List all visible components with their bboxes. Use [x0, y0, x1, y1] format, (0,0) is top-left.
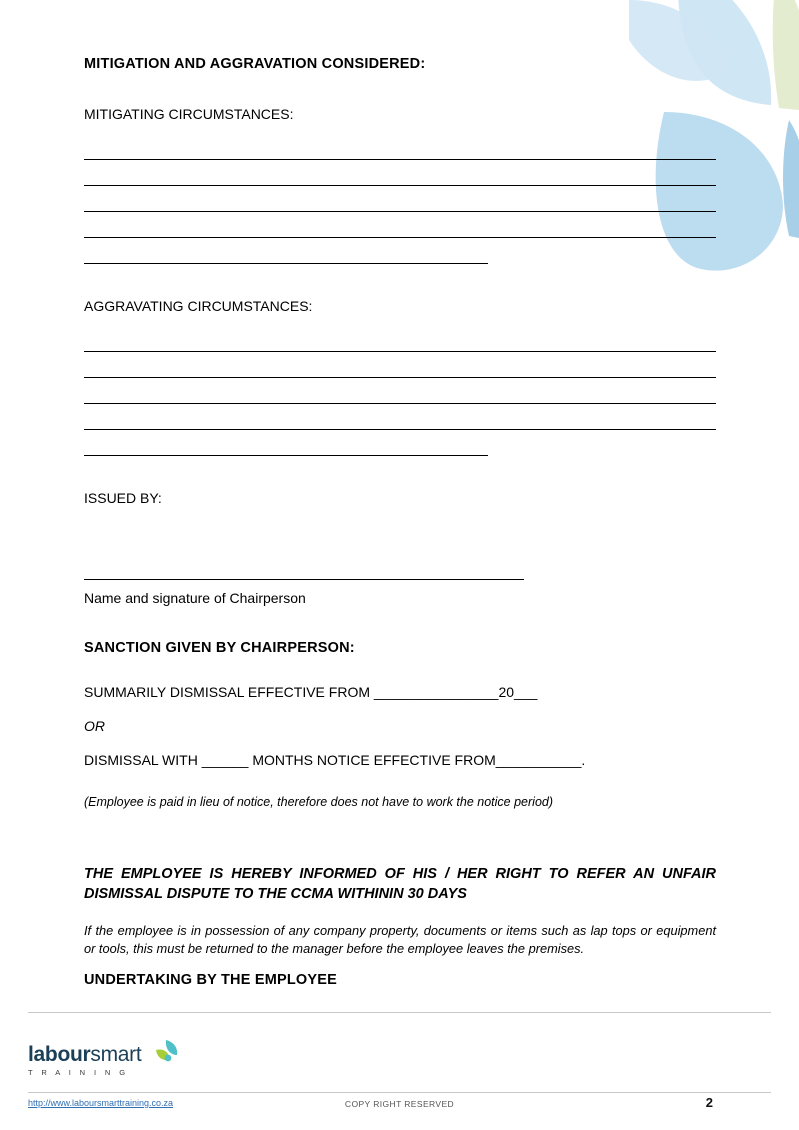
line-or: OR — [84, 718, 105, 734]
petal-green-icon — [773, 0, 799, 110]
notice-right-to-refer-ccma: THE EMPLOYEE IS HEREBY INFORMED OF HIS / HER RIGHT TO REFER AN UNFAIR DISMISSAL DISPUTE TO THE CCMA WITHININ 30 DAYS — [84, 866, 716, 902]
blank-line — [84, 160, 716, 186]
blank-line — [84, 212, 716, 238]
document-body — [84, 56, 716, 988]
blank-line — [84, 134, 716, 160]
logo-primary-text: labour — [28, 1043, 91, 1066]
logo — [28, 1036, 183, 1077]
blank-line — [84, 238, 488, 264]
footer-page-number: 2 — [705, 1095, 713, 1110]
note-company-property-return: If the employee is in possession of any company property, documents or items such as lap tops or equipment or tools, this must be returned to the manager before the employee leaves the premises. — [84, 923, 716, 957]
logo-subtitle: T R A I N I N G — [28, 1068, 129, 1077]
heading-undertaking-by-employee: UNDERTAKING BY THE EMPLOYEE — [84, 971, 337, 988]
footer-website-link[interactable]: http://www.laboursmarttraining.co.za — [28, 1098, 174, 1108]
footer-copyright: COPY RIGHT RESERVED — [344, 1099, 455, 1109]
aggravating-answer-lines — [84, 326, 716, 456]
footer-divider — [28, 1012, 771, 1013]
mitigating-answer-lines — [84, 134, 716, 264]
blank-line — [84, 186, 716, 212]
petal-small-blue-icon — [783, 120, 799, 238]
label-mitigating-circumstances: MITIGATING CIRCUMSTANCES: — [84, 106, 294, 122]
blank-line — [84, 404, 716, 430]
line-dismissal-with-notice: DISMISSAL WITH ______ MONTHS NOTICE EFFECTIVE FROM___________. — [84, 752, 586, 768]
heading-mitigation-aggravation: MITIGATION AND AGGRAVATION CONSIDERED: — [84, 56, 426, 72]
note-paid-in-lieu: (Employee is paid in lieu of notice, therefore does not have to work the notice period) — [84, 794, 554, 809]
caption-name-signature-chairperson: Name and signature of Chairperson — [84, 590, 306, 606]
logo-leaf-icon — [149, 1036, 183, 1075]
line-summarily-dismissal: SUMMARILY DISMISSAL EFFECTIVE FROM ________________20___ — [84, 684, 538, 700]
logo-secondary-text: smart — [90, 1043, 142, 1066]
label-issued-by: ISSUED BY: — [84, 490, 162, 506]
heading-sanction-given: SANCTION GIVEN BY CHAIRPERSON: — [84, 640, 355, 656]
blank-line — [84, 352, 716, 378]
label-aggravating-circumstances: AGGRAVATING CIRCUMSTANCES: — [84, 298, 313, 314]
blank-line — [84, 326, 716, 352]
blank-line — [84, 430, 488, 456]
blank-line — [84, 378, 716, 404]
